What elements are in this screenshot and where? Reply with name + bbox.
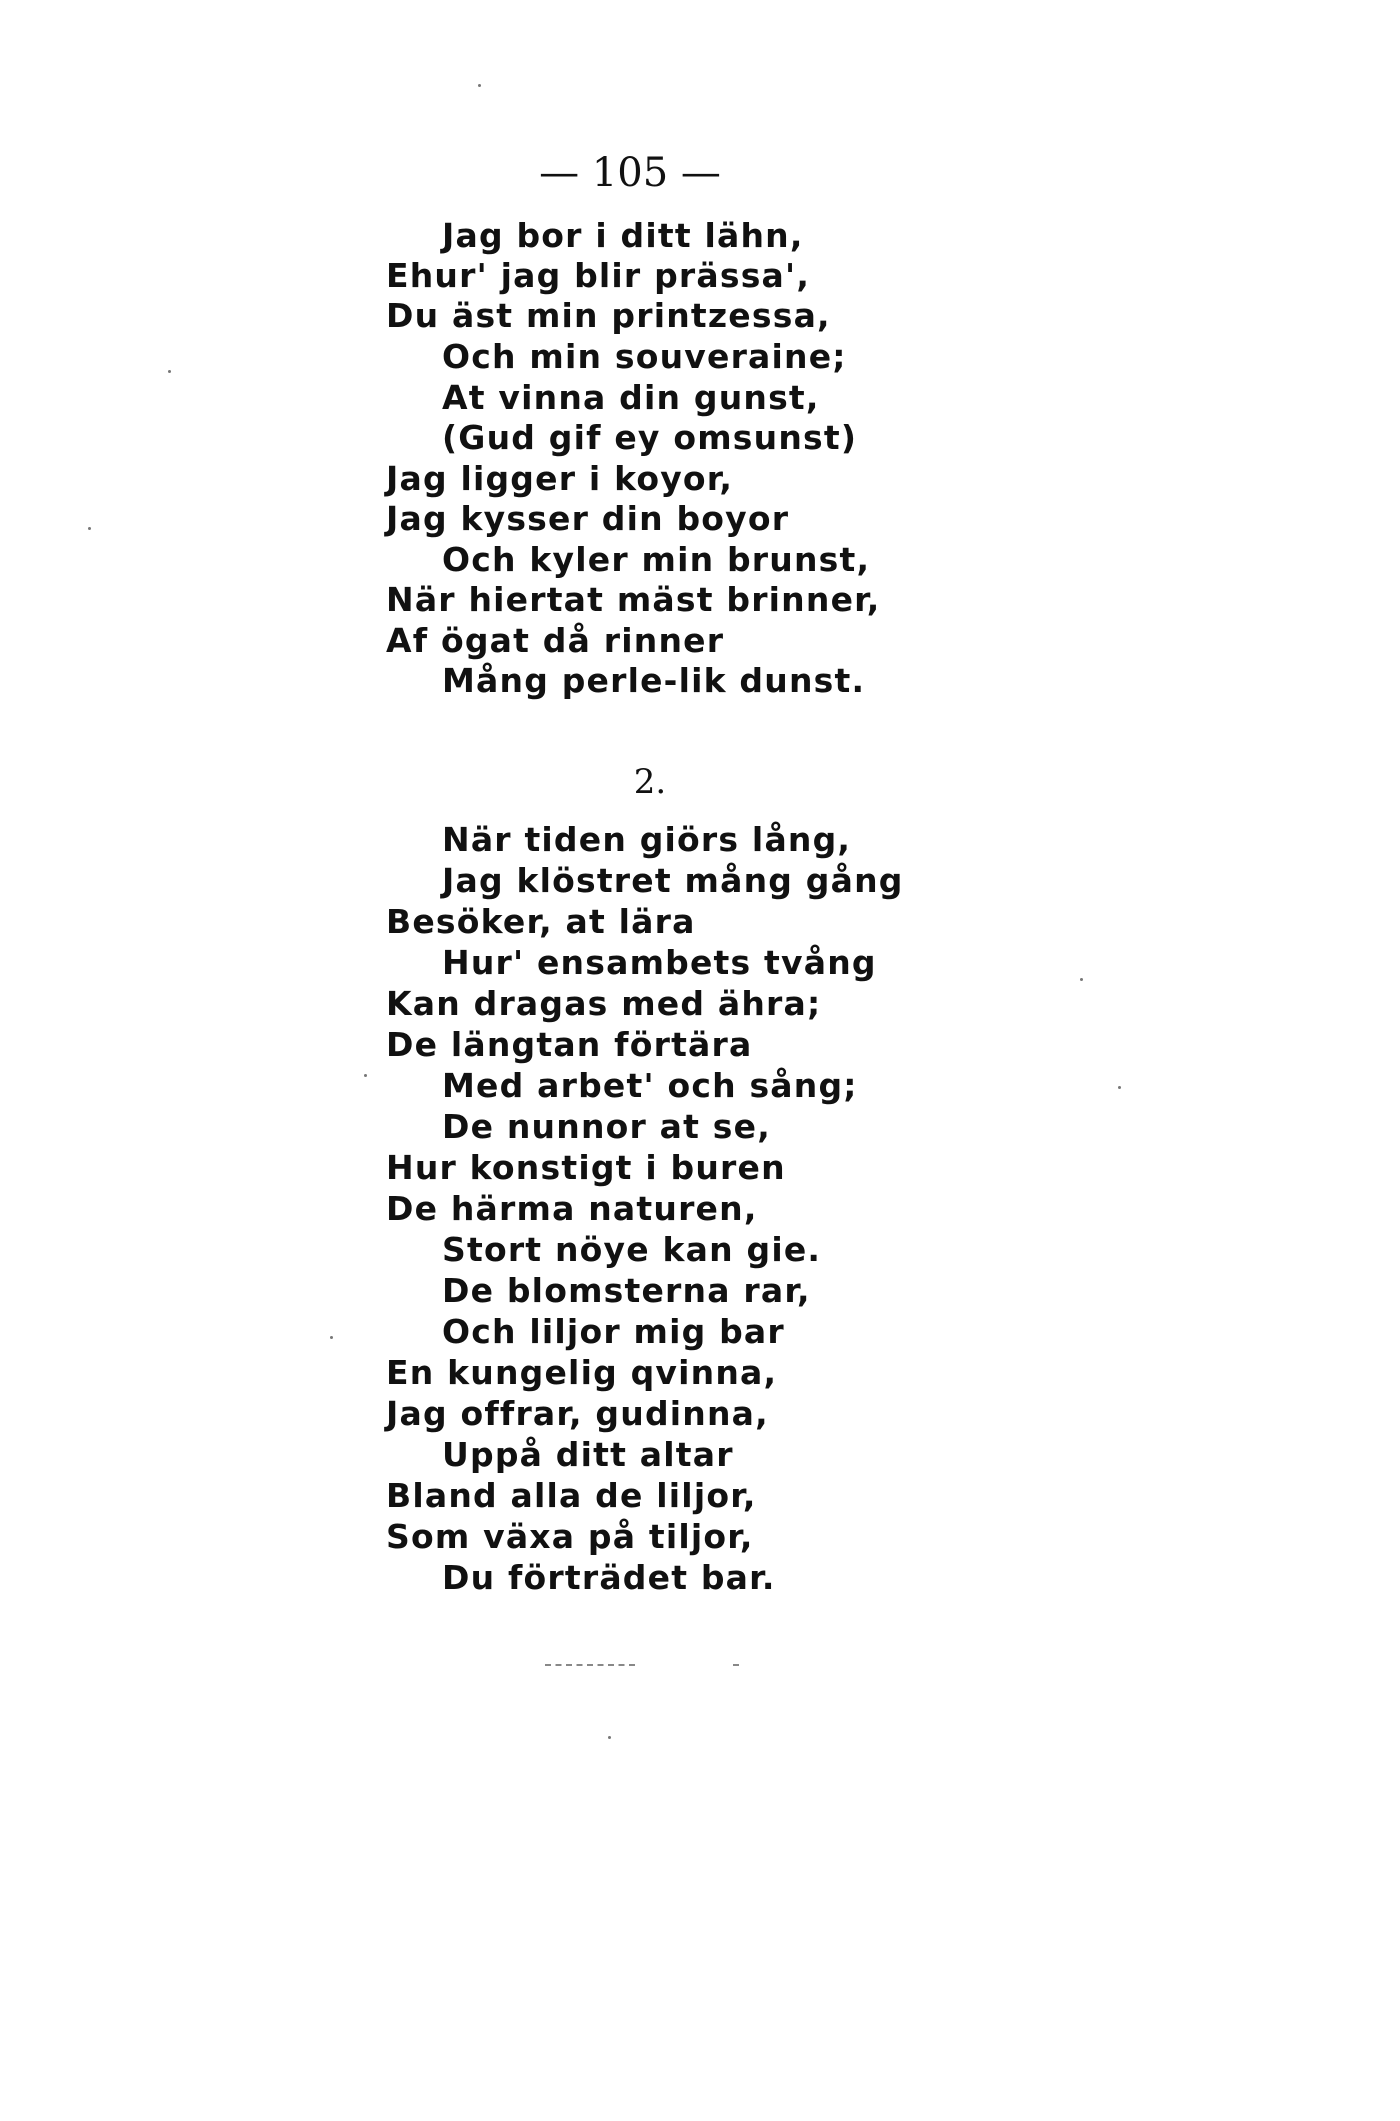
paper-speck [478,84,481,87]
paper-speck [1118,1086,1121,1089]
verse-line: De blomsterna rar, [442,1271,811,1310]
verse-line: Som växa på tiljor, [386,1517,754,1556]
paper-speck [608,1736,611,1739]
end-ornament-mark [733,1664,739,1666]
paper-speck [364,1074,367,1077]
verse-line: Kan dragas med ähra; [386,984,822,1023]
verse-line: Och min souveraine; [442,337,847,376]
verse-line: (Gud gif ey omsunst) [442,418,858,457]
paper-speck [168,370,171,373]
verse-line: Stort nöye kan gie. [442,1230,822,1269]
verse-line: Mång perle-lik dunst. [442,661,866,700]
verse-line: När hiertat mäst brinner, [386,580,881,619]
verse-line: Jag offrar, gudinna, [386,1394,769,1433]
page-number: — 105 — [539,150,721,196]
verse-line: Besöker, at lära [386,902,696,941]
paper-speck [1080,978,1083,981]
verse-line: Du förträdet bar. [442,1558,776,1597]
verse-line: Och kyler min brunst, [442,540,871,579]
verse-line: Ehur' jag blir prässa', [386,256,811,295]
verse-line: De längtan förtära [386,1025,753,1064]
verse-line: Jag bor i ditt lähn, [442,216,804,255]
verse-line: Jag ligger i koyor, [386,459,734,498]
verse-line: Hur' ensambets tvång [442,943,877,982]
verse-line: Hur konstigt i buren [386,1148,786,1187]
verse-line: Du äst min printzessa, [386,296,831,335]
verse-line: Jag klöstret mång gång [442,861,904,900]
section-number: 2. [633,762,667,802]
paper-speck [88,527,91,530]
verse-line: Jag kysser din boyor [386,499,790,538]
verse-line: När tiden giörs lång, [442,820,852,859]
verse-line: Uppå ditt altar [442,1435,734,1474]
verse-line: De nunnor at se, [442,1107,771,1146]
verse-line: Med arbet' och sång; [442,1066,858,1105]
verse-line: Af ögat då rinner [386,621,725,660]
paper-speck [330,1336,333,1339]
verse-line: At vinna din gunst, [442,378,820,417]
verse-line: En kungelig qvinna, [386,1353,778,1392]
verse-line: Och liljor mig bar [442,1312,785,1351]
verse-line: De härma naturen, [386,1189,758,1228]
verse-line: Bland alla de liljor, [386,1476,757,1515]
end-ornament-rule [545,1664,635,1666]
